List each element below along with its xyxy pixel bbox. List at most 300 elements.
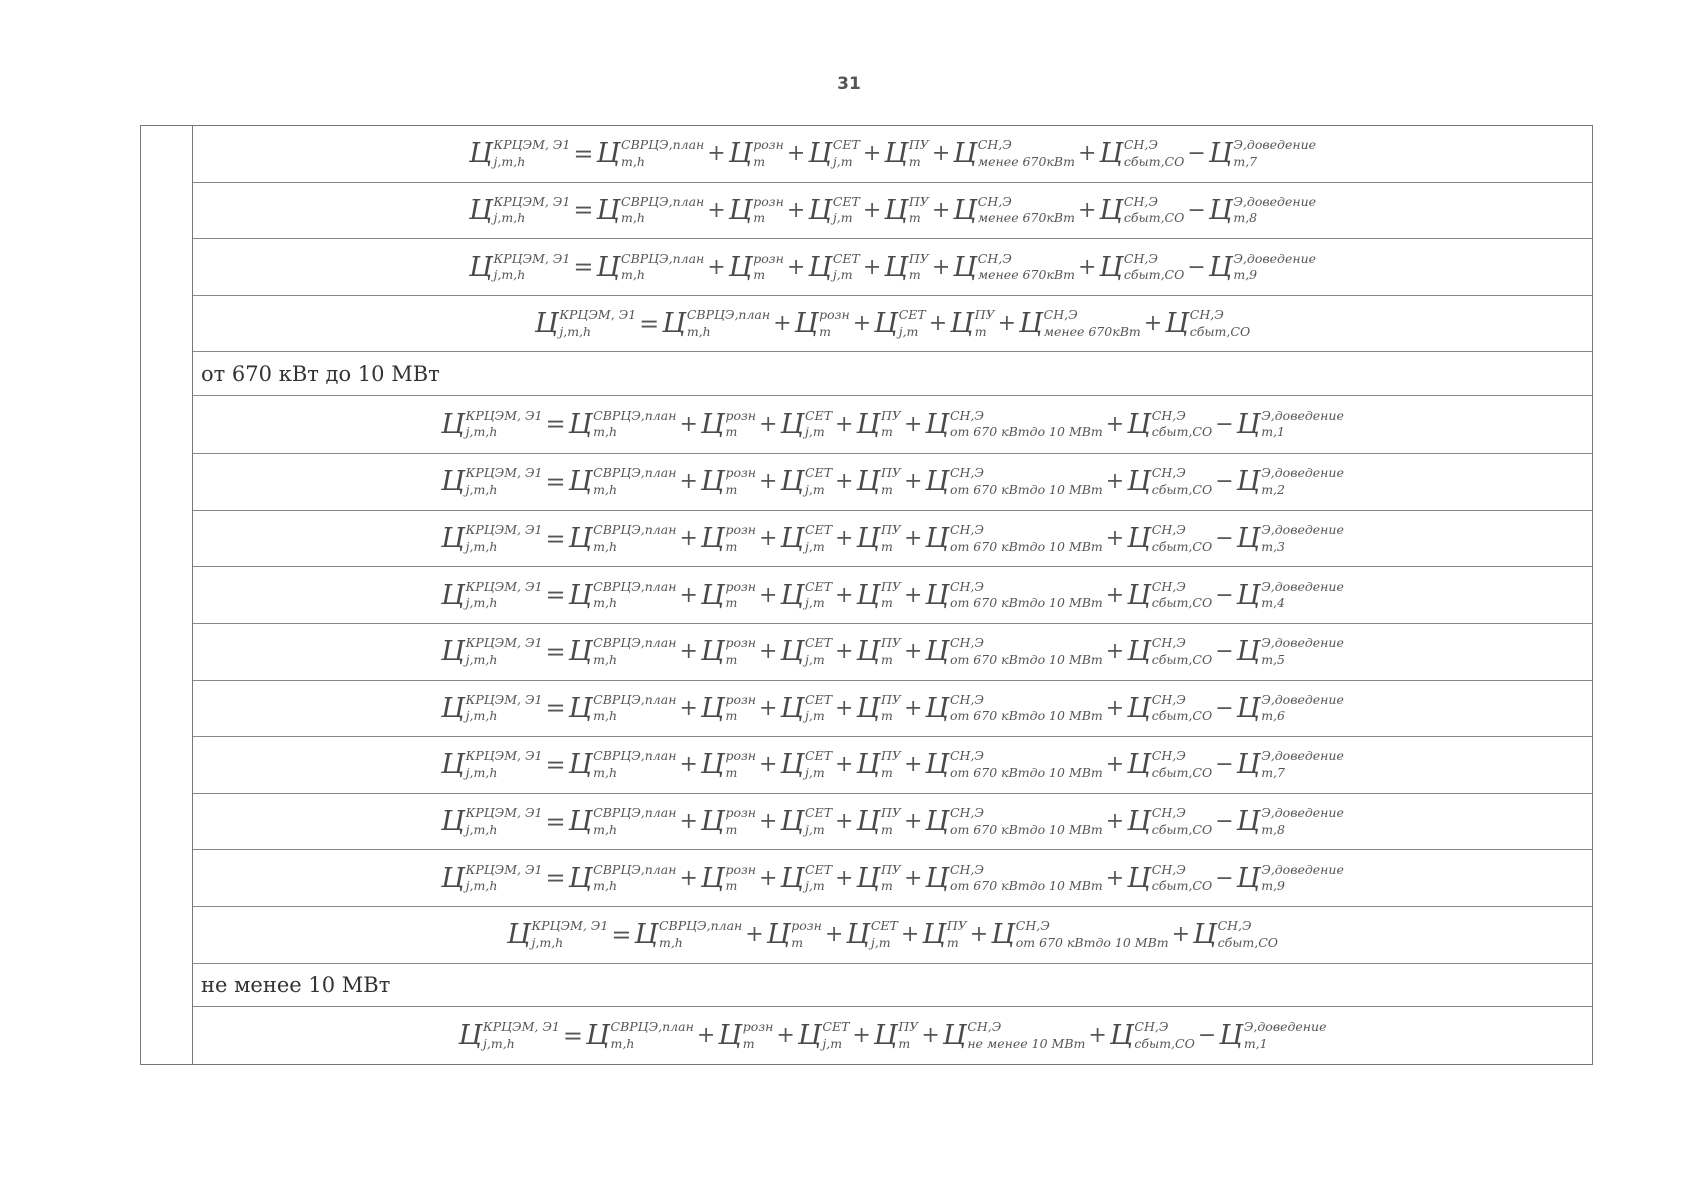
- symbol-letter: Ц: [1109, 1020, 1134, 1052]
- superscript: ПУ: [881, 748, 901, 764]
- plus-sign: +: [759, 582, 778, 608]
- term-scripts: [686, 307, 771, 339]
- term-set: [780, 749, 832, 780]
- term-scripts: [949, 691, 1103, 724]
- superscript: КРЦЭМ, Э1: [465, 691, 543, 707]
- term-scripts: [593, 805, 677, 837]
- term-scripts: [881, 691, 901, 724]
- symbol-letter: Ц: [856, 408, 881, 440]
- subscript: j,m: [805, 651, 825, 667]
- symbol-letter: Ц: [1127, 749, 1151, 781]
- plus-sign: +: [1088, 1023, 1107, 1049]
- symbol-letter: Ц: [441, 806, 465, 838]
- superscript: розн: [725, 635, 757, 651]
- section-header: не менее 10 МВт: [193, 964, 1592, 1008]
- plus-sign: +: [1143, 311, 1163, 337]
- equals-sign: =: [545, 410, 566, 439]
- subscript: j,m: [898, 323, 919, 339]
- term-dovedenie: [1219, 1020, 1326, 1051]
- term-pu: [856, 806, 900, 837]
- term-scripts: [1233, 137, 1317, 169]
- term-scripts: [753, 250, 784, 283]
- plus-sign: +: [928, 311, 948, 337]
- superscript: СЕТ: [805, 748, 833, 764]
- term-scripts: [805, 465, 833, 497]
- symbol-letter: Ц: [662, 308, 686, 340]
- subscript: m,h: [593, 708, 618, 724]
- term-set: [780, 693, 832, 724]
- symbol-letter: Ц: [874, 308, 898, 340]
- term-scripts: [881, 407, 901, 440]
- subscript: m,8: [1261, 821, 1285, 837]
- plus-sign: +: [679, 752, 698, 778]
- subscript: m,6: [1261, 708, 1285, 724]
- term-scripts: [1015, 918, 1169, 950]
- subscript: j,m,h: [465, 821, 498, 837]
- superscript: СН,Э: [1134, 1019, 1169, 1035]
- superscript: КРЦЭМ, Э1: [465, 635, 543, 651]
- term-scripts: [1233, 193, 1317, 226]
- term-scripts: [725, 805, 757, 837]
- subscript: m: [908, 210, 921, 226]
- plus-sign: +: [931, 141, 951, 167]
- term-rozn: [701, 749, 756, 780]
- plus-sign: +: [759, 752, 778, 778]
- subscript: m: [725, 764, 738, 780]
- term-scripts: [949, 805, 1103, 837]
- superscript: Э,доведение: [1261, 635, 1344, 651]
- symbol-letter: Ц: [728, 194, 753, 226]
- minus-sign: −: [1187, 197, 1206, 223]
- subscript: j,m,h: [559, 323, 592, 339]
- subscript: j,m: [832, 267, 853, 283]
- term-scripts: [819, 307, 850, 339]
- term-scripts: [1261, 861, 1344, 894]
- subscript: j,m,h: [531, 934, 564, 950]
- superscript: ПУ: [881, 635, 901, 651]
- term-scripts: [1261, 465, 1344, 497]
- subscript: m: [725, 878, 738, 894]
- symbol-letter: Ц: [1165, 308, 1189, 340]
- subscript: j,m: [805, 595, 825, 611]
- superscript: Э,доведение: [1233, 250, 1317, 266]
- plus-sign: +: [997, 311, 1017, 337]
- formula-table: [140, 125, 1593, 1065]
- table-left-column: [141, 126, 193, 1064]
- term-scripts: [1151, 578, 1213, 611]
- term-sn: [953, 252, 1075, 283]
- subscript: j,m: [805, 708, 825, 724]
- term-scripts: [621, 250, 705, 283]
- subscript: m: [881, 481, 893, 497]
- symbol-letter: Ц: [942, 1020, 967, 1052]
- plus-sign: +: [1105, 865, 1125, 891]
- plus-sign: +: [835, 695, 854, 721]
- symbol-letter: Ц: [925, 862, 949, 894]
- plus-sign: +: [1105, 526, 1125, 551]
- symbol-letter: Ц: [568, 408, 593, 440]
- subscript: m,9: [1261, 878, 1285, 894]
- term-scripts: [610, 1019, 694, 1051]
- subscript: менее 670кВт: [977, 267, 1075, 283]
- term-dovedenie: [1237, 636, 1344, 667]
- term-scripts: [465, 578, 543, 611]
- symbol-letter: Ц: [873, 1020, 898, 1052]
- term-scripts: [483, 1019, 560, 1051]
- superscript: розн: [753, 193, 784, 209]
- symbol-letter: Ц: [700, 466, 725, 498]
- superscript: СВРЦЭ,план: [610, 1019, 694, 1035]
- term-scripts: [725, 635, 757, 667]
- subscript: m,2: [1261, 481, 1285, 497]
- subscript: сбыт,СО: [1151, 651, 1213, 667]
- subscript: менее 670кВт: [977, 210, 1075, 226]
- symbol-letter: Ц: [1127, 466, 1151, 498]
- superscript: КРЦЭМ, Э1: [465, 861, 543, 877]
- plus-sign: +: [759, 809, 778, 835]
- term-scripts: [493, 137, 571, 169]
- formula: [469, 138, 1316, 169]
- symbol-letter: Ц: [596, 194, 620, 226]
- superscript: Э,доведение: [1261, 691, 1344, 707]
- superscript: СВРЦЭ,план: [621, 193, 705, 209]
- symbol-letter: Ц: [1127, 806, 1151, 838]
- symbol-letter: Ц: [856, 523, 881, 554]
- term-sn: [953, 138, 1075, 169]
- minus-sign: −: [1215, 639, 1234, 665]
- superscript: ПУ: [881, 861, 901, 877]
- plus-sign: +: [921, 1023, 940, 1049]
- term-sn: [1019, 308, 1141, 339]
- equals-sign: =: [573, 253, 594, 282]
- term-svrce: [596, 195, 704, 226]
- term-set: [780, 523, 832, 554]
- formula-lhs: [535, 308, 636, 339]
- plus-sign: +: [835, 865, 854, 891]
- superscript: КРЦЭМ, Э1: [559, 307, 637, 323]
- term-scripts: [881, 748, 901, 780]
- superscript: ПУ: [908, 193, 929, 209]
- term-scripts: [725, 691, 757, 724]
- term-scripts: [493, 193, 571, 226]
- plus-sign: +: [1077, 254, 1097, 280]
- subscript: j,m,h: [493, 210, 526, 226]
- superscript: СВРЦЭ,план: [593, 407, 677, 423]
- symbol-letter: Ц: [780, 466, 805, 498]
- symbol-letter: Ц: [634, 919, 658, 951]
- term-rozn: [729, 138, 784, 169]
- plus-sign: +: [707, 254, 726, 280]
- term-sbyt: [1127, 580, 1212, 611]
- formula-lhs: [469, 252, 570, 283]
- term-rozn: [729, 252, 784, 283]
- formula: [535, 308, 1250, 339]
- plus-sign: +: [679, 695, 698, 721]
- plus-sign: +: [759, 695, 778, 721]
- superscript: КРЦЭМ, Э1: [465, 748, 543, 764]
- subscript: m: [946, 934, 959, 950]
- superscript: ПУ: [974, 307, 995, 323]
- superscript: СЕТ: [805, 522, 833, 537]
- term-scripts: [1134, 1019, 1195, 1051]
- subscript: сбыт,СО: [1134, 1035, 1195, 1051]
- term-scripts: [881, 635, 901, 667]
- symbol-letter: Ц: [728, 251, 753, 283]
- plus-sign: +: [931, 197, 951, 223]
- superscript: СН,Э: [1151, 805, 1186, 821]
- symbol-letter: Ц: [780, 749, 805, 781]
- symbol-letter: Ц: [856, 579, 881, 611]
- term-sbyt: [1127, 806, 1212, 837]
- formula-row: [193, 624, 1592, 681]
- superscript: СВРЦЭ,план: [593, 635, 677, 651]
- term-set: [874, 308, 926, 339]
- term-scripts: [465, 691, 543, 724]
- term-pu: [856, 580, 900, 611]
- term-scripts: [1261, 748, 1344, 780]
- minus-sign: −: [1215, 865, 1234, 891]
- term-scripts: [898, 1019, 919, 1051]
- term-scripts: [805, 407, 833, 440]
- plus-sign: +: [1105, 639, 1125, 665]
- symbol-letter: Ц: [922, 919, 946, 951]
- term-set: [798, 1020, 850, 1051]
- formula-lhs: [441, 806, 542, 837]
- subscript: m,h: [593, 424, 618, 440]
- symbol-letter: Ц: [856, 749, 881, 781]
- superscript: СВРЦЭ,план: [658, 918, 743, 934]
- term-rozn: [729, 195, 784, 226]
- subscript: m: [725, 424, 738, 440]
- plus-sign: +: [1105, 469, 1125, 495]
- term-scripts: [949, 748, 1103, 780]
- symbol-letter: Ц: [1219, 1020, 1243, 1052]
- term-pu: [856, 409, 900, 440]
- symbol-letter: Ц: [1208, 138, 1233, 170]
- subscript: j,m: [805, 538, 825, 554]
- superscript: СН,Э: [949, 578, 984, 594]
- plus-sign: +: [903, 582, 923, 608]
- term-sbyt: [1099, 252, 1184, 283]
- term-set: [808, 252, 860, 283]
- term-scripts: [621, 137, 705, 169]
- term-scripts: [593, 522, 677, 554]
- term-scripts: [949, 861, 1103, 894]
- superscript: СН,Э: [949, 465, 984, 481]
- subscript: m,h: [610, 1035, 635, 1051]
- plus-sign: +: [679, 865, 698, 891]
- symbol-letter: Ц: [568, 692, 593, 724]
- term-set: [780, 863, 832, 894]
- symbol-letter: Ц: [925, 749, 949, 781]
- minus-sign: −: [1187, 254, 1206, 280]
- plus-sign: +: [862, 197, 882, 223]
- term-scripts: [1189, 307, 1251, 339]
- symbol-letter: Ц: [808, 251, 832, 283]
- term-svrce: [569, 863, 677, 894]
- term-scripts: [881, 578, 901, 611]
- symbol-letter: Ц: [468, 251, 493, 283]
- subscript: j,m,h: [465, 764, 498, 780]
- symbol-letter: Ц: [728, 138, 753, 170]
- plus-sign: +: [903, 865, 923, 891]
- superscript: СН,Э: [967, 1019, 1002, 1035]
- subscript: от 670 кВтдо 10 МВт: [949, 708, 1103, 724]
- subscript: от 670 кВтдо 10 МВт: [949, 764, 1103, 780]
- plus-sign: +: [679, 526, 698, 551]
- superscript: КРЦЭМ, Э1: [465, 407, 543, 423]
- symbol-letter: Ц: [596, 251, 620, 283]
- term-rozn: [701, 580, 756, 611]
- minus-sign: −: [1215, 809, 1234, 835]
- plus-sign: +: [903, 526, 923, 551]
- plus-sign: +: [773, 311, 792, 337]
- term-sbyt: [1127, 863, 1212, 894]
- formula-row: [193, 239, 1592, 296]
- superscript: СВРЦЭ,план: [593, 522, 677, 537]
- subscript: j,m: [805, 764, 825, 780]
- symbol-letter: Ц: [797, 1020, 822, 1052]
- symbol-letter: Ц: [441, 692, 465, 724]
- term-scripts: [593, 748, 677, 780]
- plus-sign: +: [835, 469, 854, 495]
- plus-sign: +: [759, 865, 778, 891]
- term-sbyt: [1127, 749, 1212, 780]
- term-scripts: [881, 805, 901, 837]
- term-pu: [856, 523, 900, 554]
- subscript: m: [725, 481, 738, 497]
- subscript: сбыт,СО: [1123, 267, 1185, 283]
- plus-sign: +: [776, 1023, 795, 1049]
- term-rozn: [701, 523, 756, 554]
- subscript: сбыт,СО: [1151, 481, 1213, 497]
- symbol-letter: Ц: [925, 579, 949, 611]
- subscript: m: [753, 153, 766, 169]
- term-dovedenie: [1237, 863, 1344, 894]
- superscript: КРЦЭМ, Э1: [493, 193, 571, 209]
- term-scripts: [465, 522, 543, 554]
- symbol-letter: Ц: [1236, 862, 1261, 894]
- term-scripts: [908, 137, 929, 169]
- symbol-letter: Ц: [925, 408, 949, 440]
- symbol-letter: Ц: [568, 466, 593, 498]
- subscript: m,3: [1261, 538, 1285, 554]
- symbol-letter: Ц: [441, 749, 465, 781]
- superscript: розн: [725, 861, 757, 877]
- subscript: j,m,h: [493, 153, 526, 169]
- symbol-letter: Ц: [808, 194, 832, 226]
- subscript: сбыт,СО: [1217, 934, 1279, 950]
- subscript: m,h: [621, 153, 645, 169]
- formula-row: [193, 567, 1592, 624]
- superscript: розн: [725, 407, 757, 423]
- term-pu: [856, 693, 900, 724]
- term-pu: [922, 919, 966, 950]
- formula-lhs: [441, 749, 542, 780]
- minus-sign: −: [1215, 469, 1234, 495]
- term-set: [780, 409, 832, 440]
- formula: [441, 409, 1344, 440]
- formula-row: [193, 296, 1592, 353]
- term-rozn: [767, 919, 822, 950]
- formula: [441, 693, 1344, 724]
- superscript: Э,доведение: [1261, 578, 1344, 594]
- superscript: СН,Э: [1151, 465, 1186, 481]
- subscript: сбыт,СО: [1151, 708, 1213, 724]
- superscript: СЕТ: [805, 578, 833, 594]
- superscript: КРЦЭМ, Э1: [493, 250, 571, 266]
- term-svrce: [662, 308, 770, 339]
- plus-sign: +: [679, 639, 698, 665]
- plus-sign: +: [852, 311, 872, 337]
- term-sn: [925, 636, 1102, 667]
- symbol-letter: Ц: [925, 692, 949, 724]
- superscript: СЕТ: [805, 861, 833, 877]
- symbol-letter: Ц: [585, 1020, 610, 1052]
- plus-sign: +: [679, 411, 698, 437]
- symbol-letter: Ц: [780, 862, 805, 894]
- term-scripts: [1233, 250, 1317, 283]
- formula-lhs: [441, 523, 542, 554]
- plus-sign: +: [1105, 582, 1125, 608]
- superscript: ПУ: [898, 1019, 919, 1035]
- term-scripts: [949, 522, 1103, 554]
- plus-sign: +: [1105, 695, 1125, 721]
- symbol-letter: Ц: [596, 138, 620, 170]
- formula-lhs: [441, 693, 542, 724]
- subscript: m,7: [1261, 764, 1285, 780]
- symbol-letter: Ц: [780, 636, 805, 668]
- term-scripts: [1151, 522, 1213, 554]
- page-number: 31: [837, 74, 861, 94]
- term-svrce: [596, 138, 704, 169]
- subscript: m: [791, 934, 804, 950]
- subscript: m,h: [621, 267, 645, 283]
- plus-sign: +: [679, 809, 698, 835]
- superscript: КРЦЭМ, Э1: [531, 918, 609, 934]
- subscript: j,m,h: [465, 595, 498, 611]
- term-scripts: [881, 522, 901, 554]
- term-scripts: [870, 918, 898, 950]
- symbol-letter: Ц: [953, 194, 977, 226]
- minus-sign: −: [1215, 526, 1234, 551]
- symbol-letter: Ц: [441, 523, 465, 554]
- subscript: m,h: [593, 538, 618, 554]
- formula: [441, 466, 1344, 497]
- term-scripts: [832, 137, 860, 169]
- symbol-letter: Ц: [1127, 862, 1151, 894]
- subscript: m: [725, 595, 738, 611]
- subscript: от 670 кВтдо 10 МВт: [949, 595, 1103, 611]
- formula-row: [193, 183, 1592, 240]
- formula-lhs: [441, 863, 542, 894]
- superscript: СН,Э: [1151, 861, 1186, 877]
- term-scripts: [908, 193, 929, 226]
- term-pu: [874, 1020, 918, 1051]
- subscript: сбыт,СО: [1189, 323, 1251, 339]
- term-scripts: [832, 250, 860, 283]
- term-scripts: [658, 918, 743, 950]
- subscript: m: [881, 821, 893, 837]
- term-pu: [856, 636, 900, 667]
- plus-sign: +: [1077, 197, 1097, 223]
- subscript: сбыт,СО: [1123, 210, 1185, 226]
- symbol-letter: Ц: [700, 636, 725, 668]
- subscript: j,m,h: [465, 424, 498, 440]
- superscript: Э,доведение: [1261, 805, 1344, 821]
- superscript: КРЦЭМ, Э1: [465, 805, 543, 821]
- term-dovedenie: [1237, 580, 1344, 611]
